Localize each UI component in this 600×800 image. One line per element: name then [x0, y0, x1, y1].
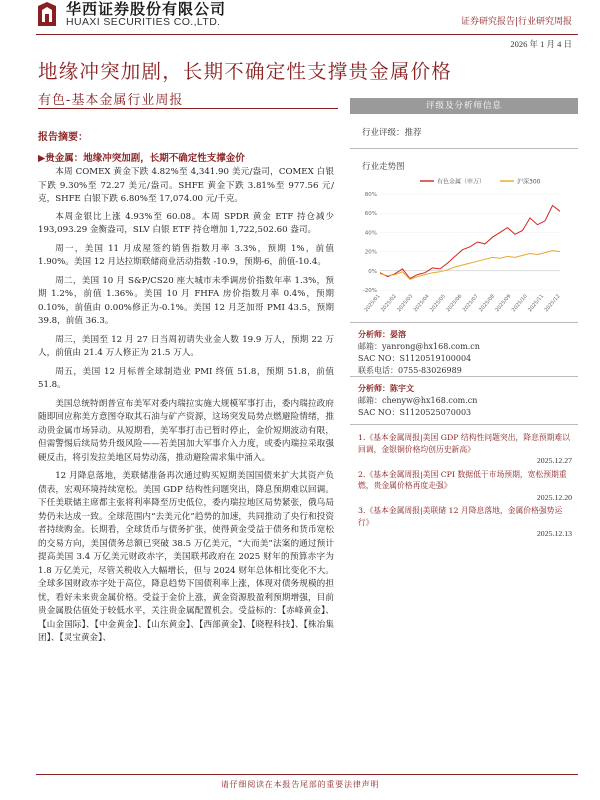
- related-report-item[interactable]: [358, 505, 572, 540]
- paragraph: 周五，美国 12 月标普全球制造业 PMI 终值 51.8，预期 51.8，前值 51.8。: [38, 366, 334, 390]
- rating-label: 行业评级：: [362, 128, 405, 138]
- trend-chart-title: 行业走势图: [362, 162, 405, 172]
- series-line-1: [380, 206, 560, 279]
- related-report-title: 1.《基本金属周报|美国 GDP 结构性问题突出，降息预期难以回调，金银铜价格均创历史新高》: [358, 433, 571, 454]
- page-subtitle: 有色-基本金属行业周报: [38, 93, 184, 108]
- analyst-block-1: [358, 328, 578, 377]
- legend-label: 有色金属（申万）: [437, 178, 486, 186]
- divider: [350, 148, 578, 149]
- related-report-date: 2025.12.27: [536, 456, 572, 465]
- report-type: 证券研究报告|行业研究周报: [460, 17, 572, 27]
- y-tick-label: 0%: [368, 268, 377, 275]
- page-header: [0, 0, 600, 36]
- divider: [350, 322, 578, 323]
- paragraph: 12 月降息落地，美联储准备再次通过购买短期美国国债来扩大其资产负债表，宏观环境持续宽松。美国 GDP 结构性问题突出，降息预期难以回调。下任美联储主席都主张将利率降至历史低位，委内瑞拉地区局势紧张，俄乌局势仍未达成一致。全球范围内“去美元化”趋势的加速，共同推动了央行和投资者持续购金。长期看，全球货币与债务扩张，使得黄金受益于债务和货币宽松的交易方向，美国债务总额已突破 38.5 万亿美元，“大而美”法案的通过预计提高美国 3.4 万亿美元财政赤字，美国联邦政府在 2025 财年的预算赤字为 1.8 万亿美元，尽管关税收入大幅增长，但与 2024 财年总体相比变化不大。全球多国财政赤字处于高位，降息趋势下国债利率上涨，体现对债务规模的担忧，看好未来贵金属价格。受益于金价上涨，黄金资源股盈利预期增强，目前贵金属股估值处于较低水平，关注贵金属配置机会。受益标的：【赤峰黄金】、【山金国际】、【中金黄金】、【山东黄金】、【西部黄金】、【晓程科技】、【株冶集团】、【灵宝黄金】、: [38, 471, 334, 643]
- x-tick-label: 2025/06: [445, 293, 464, 314]
- x-tick-label: 2025/10: [510, 293, 529, 314]
- huaxi-logo-icon: [36, 2, 58, 28]
- x-tick-label: 2025/12: [543, 293, 562, 314]
- summary-heading: 报告摘要：: [38, 132, 88, 143]
- related-report-title: 3.《基本金属周报|美联储 12 月降息落地，金属价格强势运行》: [358, 506, 563, 527]
- y-tick-label: 60%: [364, 211, 377, 218]
- x-tick-label: 2025/08: [478, 293, 497, 314]
- analyst-name: 晏溶: [390, 329, 406, 339]
- paragraph: 本周 COMEX 黄金下跌 4.82%至 4,341.90 美元/盎司，COMEX 白银下跌 9.30%至 72.27 美元/盎司。SHFE 黄金下跌 3.81%至 977.56 元/克，SHFE 白银下跌 6.80%至 17,074.00 元/千克。: [38, 167, 334, 204]
- legal-notice[interactable]: 请仔细阅读在本报告尾部的重要法律声明: [220, 780, 380, 789]
- related-report-item[interactable]: [358, 432, 572, 467]
- analyst-block-2: [358, 382, 578, 419]
- analyst-sac: SAC NO：S1120519100004: [358, 354, 472, 363]
- related-reports: [358, 432, 572, 542]
- analyst-label: 分析师：: [358, 329, 390, 339]
- header-divider: [36, 34, 578, 35]
- y-tick-label: -20%: [362, 288, 377, 294]
- sidebar-heading: 评级及分析师信息: [350, 98, 578, 114]
- divider: [350, 376, 578, 377]
- analyst-phone: 联系电话：0755-83026989: [358, 366, 462, 375]
- divider: [350, 424, 578, 425]
- x-tick-label: 2025/09: [494, 293, 513, 314]
- y-tick-label: 40%: [364, 230, 377, 237]
- analyst-name: 陈宇文: [390, 383, 414, 393]
- summary-body: [38, 166, 334, 651]
- paragraph: 周三，美国至 12 月 27 日当周初请失业金人数 19.9 万人，预期 22 万人，前值由 21.4 万人修正为 21.5 万人。: [38, 334, 334, 358]
- x-tick-label: 2025/07: [461, 293, 480, 314]
- y-tick-label: 20%: [364, 249, 377, 256]
- analyst-label: 分析师：: [358, 383, 390, 393]
- related-report-item[interactable]: [358, 469, 572, 504]
- x-tick-label: 2025/04: [412, 293, 431, 314]
- trend-chart: [350, 172, 578, 324]
- industry-rating: [362, 126, 422, 138]
- paragraph: 本周金银比上涨 4.93%至 60.08。本周 SPDR 黄金 ETF 持仓减少 193,093.29 金衡盎司，SLV 白银 ETF 持仓增加 1,722,502.60 盎司。: [38, 211, 334, 235]
- company-name-cn: 华西证券股份有限公司: [66, 0, 227, 18]
- related-report-title: 2.《基本金属周报|美国 CPI 数据低于市场预期，宽松预期重燃，贵金属价格再度走强》: [358, 469, 567, 490]
- paragraph: 周一，美国 11 月成屋签约销售指数月率 3.3%，预期 1%，前值 1.90%。美国 12 月达拉斯联储商业活动指数 -10.9，预期-6，前值-10.4。: [38, 243, 334, 267]
- legend-label: 沪深300: [517, 178, 541, 186]
- x-tick-label: 2025/02: [379, 293, 398, 314]
- summary-bullet: ▶贵金属：地缘冲突加剧，长期不确定性支撑金价: [38, 153, 245, 164]
- footer-divider: [36, 774, 578, 775]
- related-report-date: 2025.12.20: [536, 492, 572, 502]
- analyst-sac: SAC NO：S1120525070003: [358, 408, 472, 417]
- y-tick-label: 80%: [364, 192, 377, 198]
- paragraph: 美国总统特朗普宣布美军对委内瑞拉实施大规模军事打击，委内瑞拉政府随即回应称美方意图夺取其石油与矿产资源，这场突发局势点燃避险情绪，推动贵金属市场异动。从短期看，美军事打击已暂时停止，金价短期波动有限，但需警惕后续局势升级风险——若美国加大军事介入力度，或委内瑞拉采取强硬反击，将引发拉美地区局势动荡，推动避险需求集中涌入。: [38, 398, 334, 463]
- x-tick-label: 2025/11: [527, 293, 546, 314]
- company-name-en: HUAXI SECURITIES CO.,LTD.: [66, 16, 221, 28]
- rating-value: 推荐: [404, 128, 422, 138]
- x-tick-label: 2025/05: [429, 293, 447, 314]
- page-title: 地缘冲突加剧，长期不确定性支撑贵金属价格: [38, 60, 453, 83]
- x-tick-label: 2025/01: [363, 293, 382, 314]
- report-date: 2026 年 1 月 4 日: [510, 39, 572, 49]
- analyst-email: 邮箱：yanrong@hx168.com.cn: [358, 342, 480, 351]
- related-report-date: 2025.12.13: [536, 529, 572, 538]
- subtitle-divider: [38, 108, 338, 109]
- analyst-email: 邮箱：chenyw@hx168.com.cn: [358, 396, 478, 405]
- x-tick-label: 2025/03: [396, 293, 415, 314]
- paragraph: 周二，美国 10 月 S&P/CS20 座大城市未季调房价指数年率 1.3%，预期 1.2%，前值 1.36%。美国 10 月 FHFA 房价指数月率 0.4%，预期 0.10%，前值由 0.00%修正为-0.1%。美国 12 月芝加哥 PMI 43.5，预期 39.8，前值 36.3。: [38, 275, 334, 326]
